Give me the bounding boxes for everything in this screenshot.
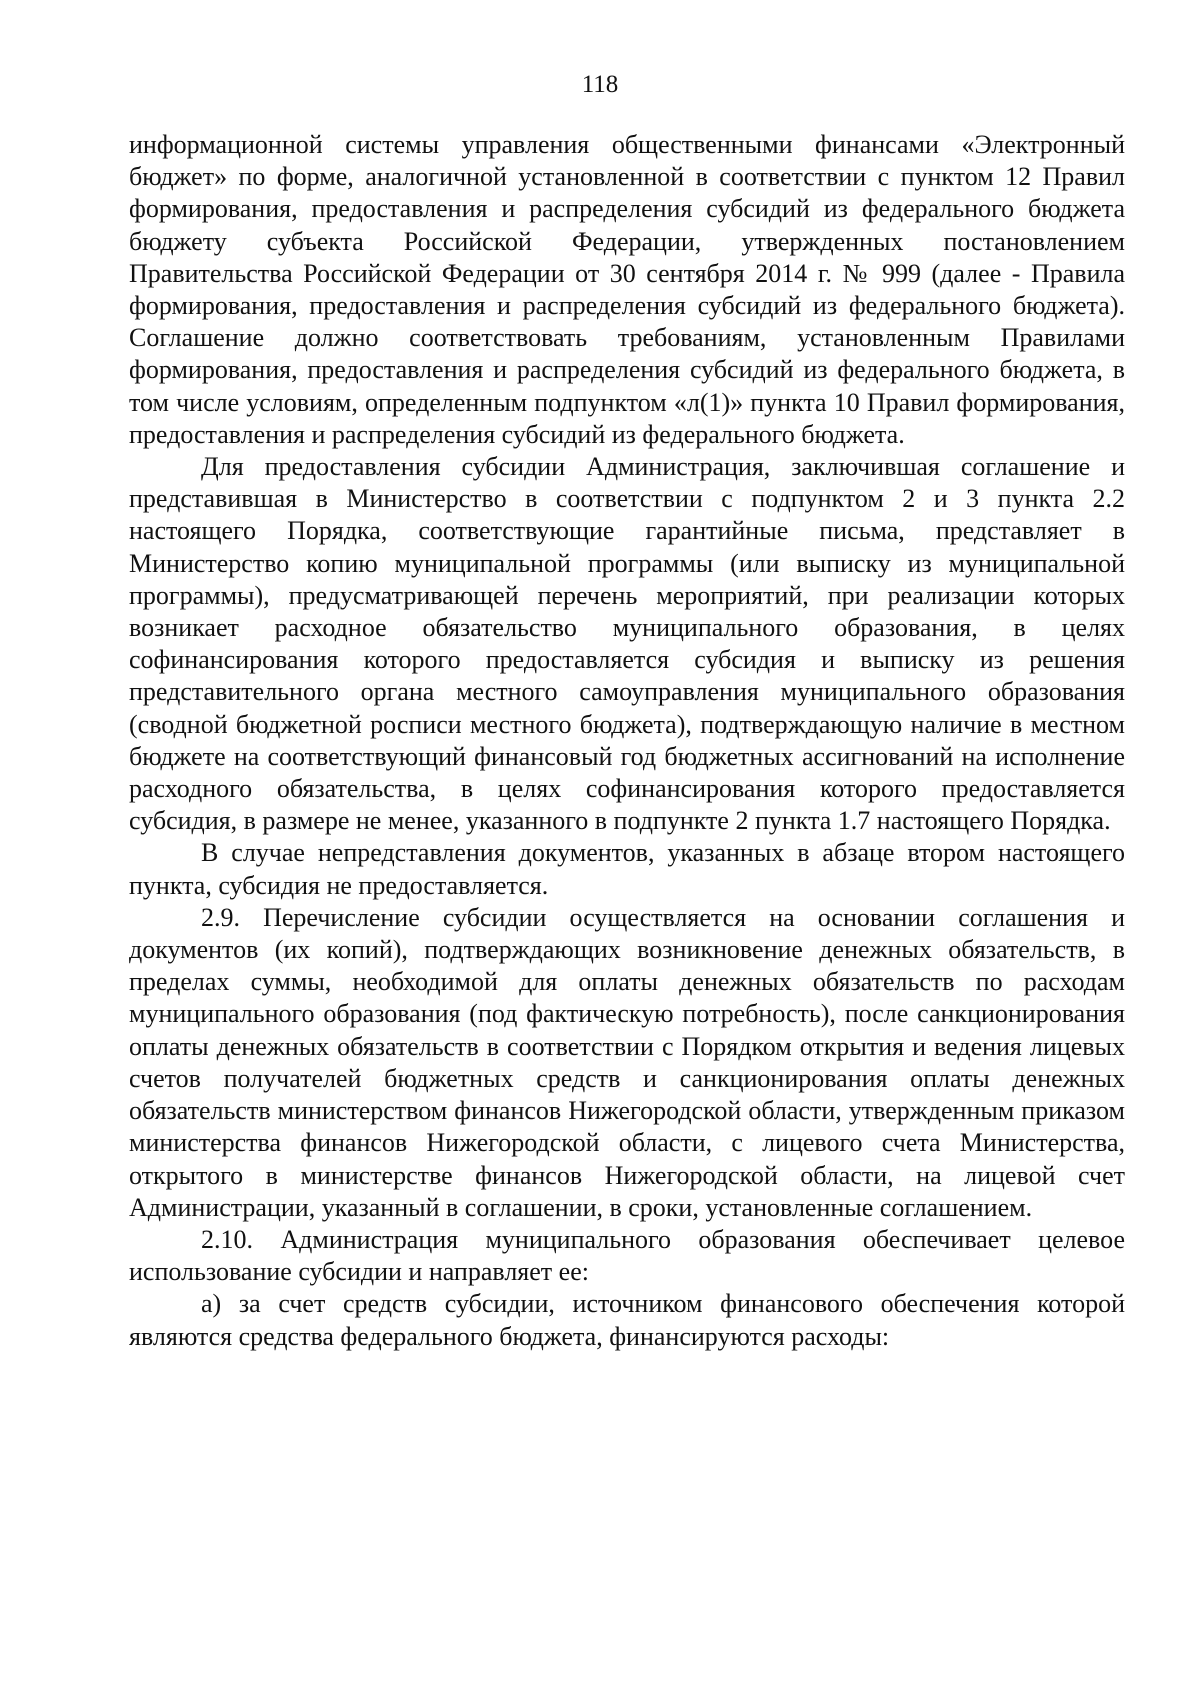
- page-number: 118: [581, 71, 619, 98]
- paragraph-subsidy-documents: Для предоставления субсидии Администрация, заключившая соглашение и представившая в Министерство в соответствии с подпунктом 2 и 3 пункта 2.2 настоящего Порядка, соответствующие гарантийные письма, представляет в Министерство копию муниципальной программы (или выписку из муниципальной программы), предусматривающей перечень мероприятий, при реализации которых возникает расходное обязательство муниципального образования, в целях софинансирования которого предоставляется субсидия и выписку из решения представительного органа местного самоуправления муниципального образования (сводной бюджетной росписи местного бюджета), подтверждающую наличие в местном бюджете на соответствующий финансовый год бюджетных ассигнований на исполнение расходного обязательства, в целях софинансирования которого предоставляется субсидия, в размере не менее, указанного в подпункте 2 пункта 1.7 настоящего Порядка.: [129, 452, 1125, 836]
- document-body: [129, 129, 1125, 1353]
- paragraph-non-submission: В случае непредставления документов, указанных в абзаце втором настоящего пункта, субсидия не предоставляется.: [129, 838, 1125, 900]
- paragraph-section-2-10: 2.10. Администрация муниципального образования обеспечивает целевое использование субсидии и направляет ее:: [129, 1224, 1125, 1287]
- paragraph-section-2-9: 2.9. Перечисление субсидии осуществляется на основании соглашения и документов (их копий), подтверждающих возникновение денежных обязательств, в пределах суммы, необходимой для оплаты денежных обязательств по расходам муниципального образования (под фактическую потребность), после санкционирования оплаты денежных обязательств в соответствии с Порядком открытия и ведения лицевых счетов получателей бюджетных средств и санкционирования оплаты денежных обязательств министерством финансов Нижегородской области, утвержденным приказом министерства финансов Нижегородской области, с лицевого счета Министерства, открытого в министерстве финансов Нижегородской области, на лицевой счет Администрации, указанный в соглашении, в сроки, установленные соглашением.: [129, 902, 1125, 1222]
- paragraph-item-a: а) за счет средств субсидии, источником финансового обеспечения которой являются средства федерального бюджета, финансируются расходы:: [129, 1289, 1125, 1351]
- paragraph-continuation: информационной системы управления общественными финансами «Электронный бюджет» по форме, аналогичной установленной в соответствии с пунктом 12 Правил формирования, предоставления и распределения субсидий из федерального бюджета бюджету субъекта Российской Федерации, утвержденных постановлением Правительства Российской Федерации от 30 сентября 2014 г. № 999 (далее - Правила формирования, предоставления и распределения субсидий из федерального бюджета). Соглашение должно соответствовать требованиям, установленным Правилами формирования, предоставления и распределения субсидий из федерального бюджета, в том числе условиям, определенным подпунктом «л(1)» пункта 10 Правил формирования, предоставления и распределения субсидий из федерального бюджета.: [129, 130, 1125, 449]
